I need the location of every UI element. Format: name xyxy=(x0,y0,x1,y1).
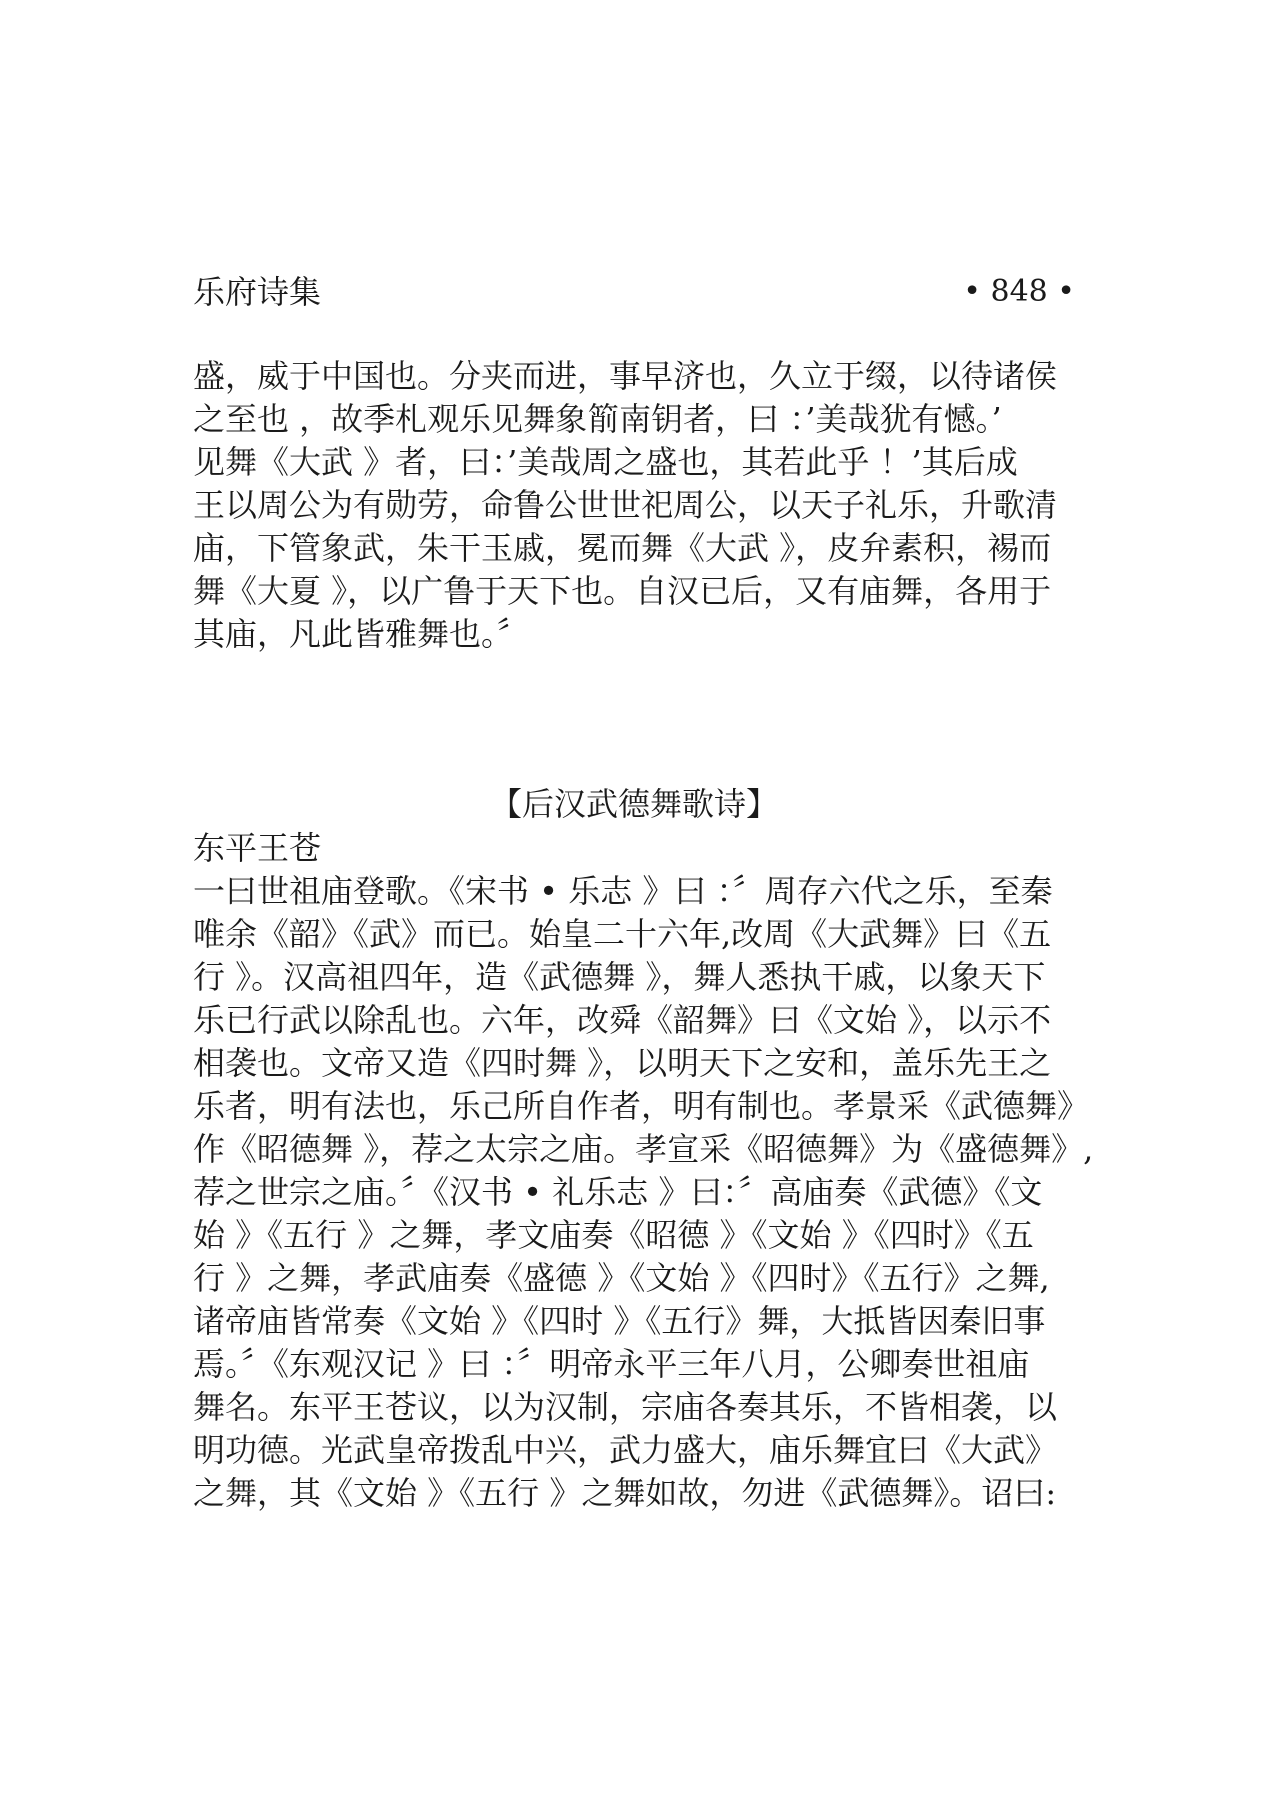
text-line: 相袭也。文帝又造《四时舞 》，以明天下之安和，盖乐先王之 xyxy=(193,1044,1052,1082)
text-line: 一曰世祖庙登歌。《宋书 • 乐志 》曰 ：〞周存六代之乐，至秦 xyxy=(193,872,1053,910)
text-line: 荐之世宗之庙。〞《汉书 • 礼乐志 》曰：〞高庙奏《武德》《文 xyxy=(193,1173,1043,1211)
text-line: 舞《大夏 》，以广鲁于天下也。自汉已后，又有庙舞，各用于 xyxy=(193,572,1052,610)
section-author: 东平王苍 xyxy=(193,829,322,867)
text-line: 唯余《韶》《武》而已。始皇二十六年,改周《大武舞》曰《五 xyxy=(193,915,1052,953)
page-number: • 848 • xyxy=(963,274,1075,309)
text-line: 明功德。光武皇帝拨乱中兴，武力盛大，庙乐舞宜曰《大武》 xyxy=(193,1431,1058,1469)
text-line: 乐已行武以除乱也。六年，改舜《韶舞》曰《文始 》，以示不 xyxy=(193,1001,1052,1039)
text-line: 诸帝庙皆常奏《文始 》《四时 》《五行》舞，大抵皆因秦旧事 xyxy=(193,1302,1046,1340)
text-line: 其庙，凡此皆雅舞也。〞 xyxy=(193,615,530,653)
text-line: 乐者，明有法也，乐己所自作者，明有制也。孝景采《武德舞》 xyxy=(193,1087,1090,1125)
text-line: 庙，下管象武，朱干玉戚，冕而舞《大武 》，皮弁素积，裼而 xyxy=(193,529,1052,567)
text-line: 之舞，其《文始 》《五行 》之舞如故，勿进《武德舞》。诏曰: xyxy=(193,1474,1057,1512)
text-line: 行 》之舞，孝武庙奏《盛德 》《文始 》《四时》《五行》之舞, xyxy=(193,1259,1050,1297)
section-body xyxy=(193,870,1093,1515)
text-line: 焉。〞《东观汉记 》曰 ：〞明帝永平三年八月，公卿奏世祖庙 xyxy=(193,1345,1030,1383)
text-line: 王以周公为有勋劳，命鲁公世世祀周公，以天子礼乐，升歌清 xyxy=(193,486,1058,524)
text-line: 盛，威于中国也。分夹而进，事早济也，久立于缀，以待诸侯 xyxy=(193,357,1058,395)
book-title: 乐府诗集 xyxy=(193,273,322,311)
intro-paragraph xyxy=(193,355,1093,656)
text-line: 作《昭德舞 》，荐之太宗之庙。孝宣采《昭德舞》为《盛德舞》, xyxy=(193,1130,1094,1168)
section-title: 【后汉武德舞歌诗】 xyxy=(489,785,778,823)
page-header xyxy=(193,270,1075,314)
text-line: 始 》《五行 》之舞，孝文庙奏《昭德 》《文始 》《四时》《五 xyxy=(193,1216,1034,1254)
text-line: 之至也 ，故季札观乐见舞象箾南钥者，曰 ：’美哉犹有憾。’ xyxy=(193,400,1002,438)
text-line: 舞名。东平王苍议，以为汉制，宗庙各奏其乐，不皆相袭，以 xyxy=(193,1388,1058,1426)
text-line: 行 》。汉高祖四年，造《武德舞 》，舞人悉执干戚，以象天下 xyxy=(193,958,1046,996)
text-line: 见舞《大武 》者，曰：’美哉周之盛也，其若此乎 ！’其后成 xyxy=(193,443,1018,481)
